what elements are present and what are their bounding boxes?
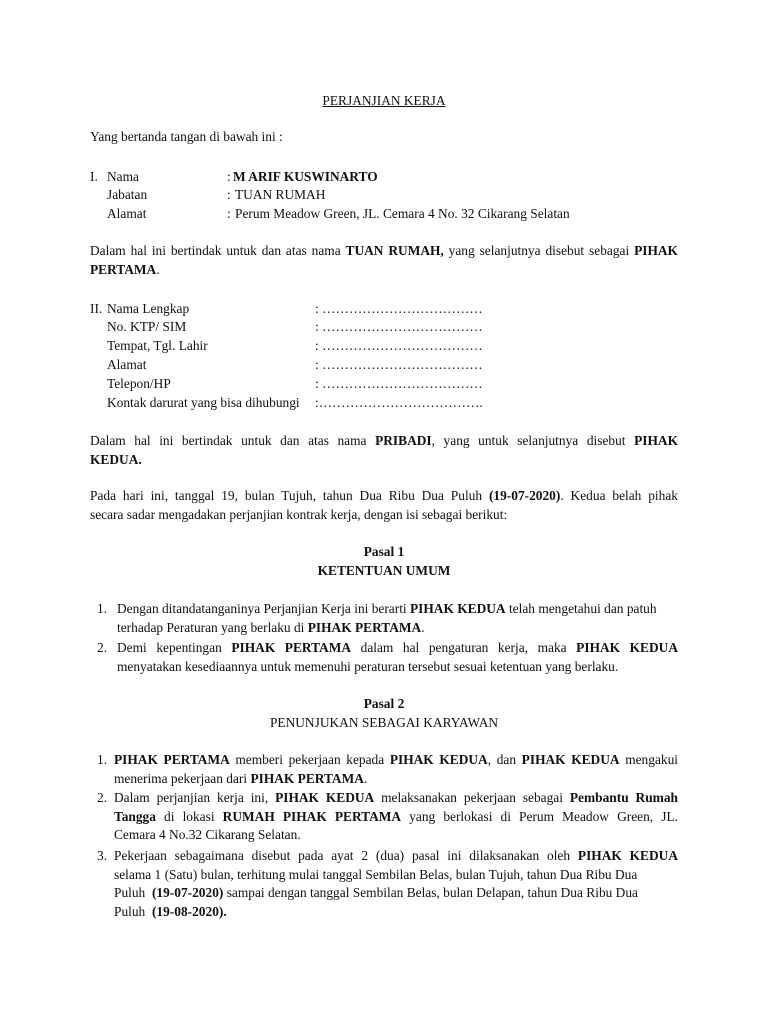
party-two-description: Dalam hal ini bertindak untuk dan atas nama PRIBADI, yang untuk selanjutnya disebut PIHAK KEDUA. bbox=[90, 433, 678, 467]
party-one-address-value: Perum Meadow Green, JL. Cemara 4 No. 32 Cikarang Selatan bbox=[235, 206, 570, 221]
party-two-phone-label: Telepon/HP bbox=[107, 376, 171, 391]
party-two-fullname-value: : ……………………………… bbox=[315, 301, 483, 316]
list-number: 2. bbox=[97, 790, 108, 805]
party-two-emergency-value: :………………………………. bbox=[315, 395, 483, 410]
party-two-birth-value: : ……………………………… bbox=[315, 338, 483, 353]
party-one-position-value: TUAN RUMAH bbox=[235, 187, 326, 202]
party-two-id-value: : ……………………………… bbox=[315, 319, 483, 334]
pasal-2-title: Pasal 2 bbox=[363, 696, 405, 711]
party-one-position-colon: : bbox=[227, 187, 231, 202]
list-number: 2. bbox=[97, 640, 108, 655]
party-one-position-label: Jabatan bbox=[107, 187, 148, 202]
party-one-name-label: Nama bbox=[107, 169, 139, 184]
party-two-phone-value: : ……………………………… bbox=[315, 376, 483, 391]
list-number: 1. bbox=[97, 752, 108, 767]
pasal-1-title: Pasal 1 bbox=[363, 544, 405, 559]
party-two-emergency-label: Kontak darurat yang bisa dihubungi bbox=[107, 395, 300, 410]
party-one-address-colon: : bbox=[227, 206, 231, 221]
party-one-name-colon: : bbox=[227, 169, 231, 184]
party-two-address-value: : ……………………………… bbox=[315, 357, 483, 372]
party-one-description: Dalam hal ini bertindak untuk dan atas nama TUAN RUMAH, yang selanjutnya disebut sebagai PIHAK PERTAMA. bbox=[90, 243, 678, 277]
party-two-fullname-label: Nama Lengkap bbox=[107, 301, 190, 316]
party-one-name-value: M ARIF KUSWINARTO bbox=[233, 169, 378, 184]
party-one-address-label: Alamat bbox=[107, 206, 147, 221]
pasal-2-subtitle: PENUNJUKAN SEBAGAI KARYAWAN bbox=[269, 715, 499, 730]
party-one-numeral: I. bbox=[90, 169, 98, 184]
list-number: 1. bbox=[97, 601, 108, 616]
intro-text: Yang bertanda tangan di bawah ini : bbox=[90, 129, 283, 144]
party-two-birth-label: Tempat, Tgl. Lahir bbox=[107, 338, 208, 353]
party-two-id-label: No. KTP/ SIM bbox=[107, 319, 187, 334]
party-two-address-label: Alamat bbox=[107, 357, 147, 372]
list-number: 3. bbox=[97, 848, 108, 863]
pasal-1-subtitle: KETENTUAN UMUM bbox=[317, 563, 451, 578]
document-title: PERJANJIAN KERJA bbox=[322, 93, 446, 108]
party-two-numeral: II. bbox=[90, 301, 103, 316]
opening-paragraph: Pada hari ini, tanggal 19, bulan Tujuh, tahun Dua Ribu Dua Puluh (19-07-2020). Kedua belah pihak secara sadar mengadakan perjanjian kontrak kerja, dengan isi sebagai berikut: bbox=[90, 488, 678, 522]
document-page: PERJANJIAN KERJA Yang bertanda tangan di bawah ini : I. Nama : M ARIF KUSWINARTO Jabatan : TUAN RUMAH Alamat : Perum Meadow Green, JL. Cemara 4 No. 32 Cikarang Selatan Dalam hal ini bertindak untuk dan atas nama TUAN RUMAH, yang selanjutnya disebut sebagai PIHAK PERTAMA. II. Nama Lengkap : ……………………………… No. KTP/ SIM : ……………………………… Tempat, Tgl. Lahir : ……………………………… Alamat : ……………………………… Telepon/HP : ……………………………… Kontak darurat yang bisa dihubungi :………………………………. Dalam hal ini bertindak untuk dan atas nama PRIBADI, yang untuk selanjutnya disebut PIHAK KEDUA. Pada hari ini, tanggal 19, bulan Tujuh, tahun Dua Ribu Dua Puluh (19-07-2020). Kedua belah pihak secara sadar mengadakan perjanjian kontrak kerja, dengan isi sebagai berikut: Pasal 1 KETENTUAN UMUM 1. Dengan ditandatanganinya Perjanjian Kerja ini berarti PIHAK KEDUA telah mengetahui dan patuh terhadap Peraturan yang berlaku di PIHAK PERTAMA. 2. Demi kepentingan PIHAK PERTAMA dalam hal pengaturan kerja, maka PIHAK KEDUA menyatakan kesediaannya untuk memenuhi peraturan tersebut sesuai ketentuan yang berlaku. Pasal 2 PENUNJUKAN SEBAGAI KARYAWAN 1. PIHAK PERTAMA memberi pekerjaan kepada PIHAK KEDUA, dan PIHAK KEDUA mengakui menerima pekerjaan dari PIHAK PERTAMA. 2. Dalam perjanjian kerja ini, PIHAK KEDUA melaksanakan pekerjaan sebagai Pembantu Rumah Tangga di lokasi RUMAH PIHAK PERTAMA yang berlokasi di Perum Meadow Green, JL. Cemara 4 No.32 Cikarang Selatan. 3. Pekerjaan sebagaimana disebut pada ayat 2 (dua) pasal ini dilaksanakan oleh PIHAK KEDUA selama 1 (Satu) bulan, terhitung mulai tanggal Sembilan Belas, bulan Tujuh, tahun Dua Ribu Dua Puluh (19-07-2020) sampai dengan tanggal Sembilan Belas, bulan Delapan, tahun Dua Ribu Dua Puluh (19-08-2020). bbox=[0, 0, 768, 1024]
